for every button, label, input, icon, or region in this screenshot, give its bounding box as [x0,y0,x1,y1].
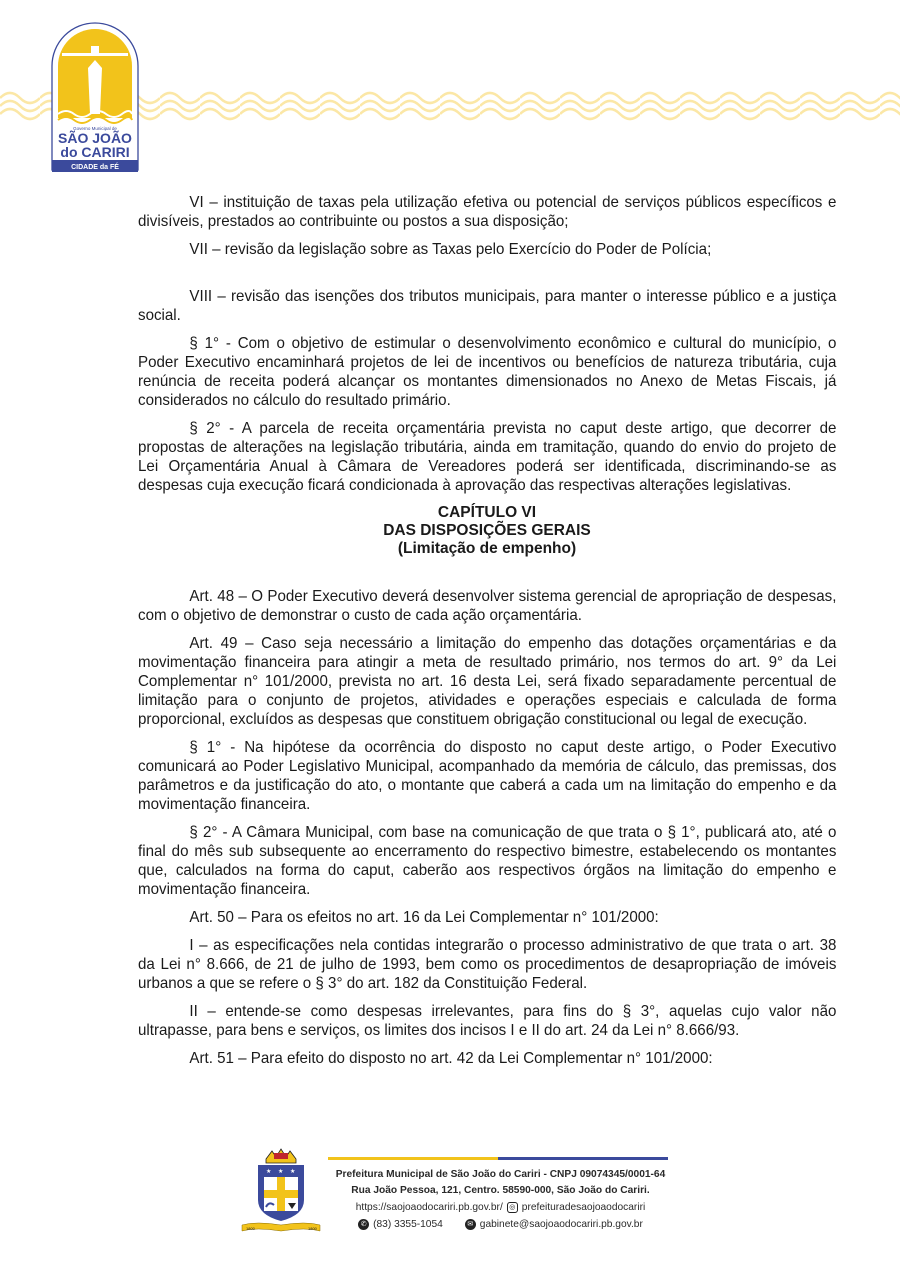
footer-website-link[interactable]: https://saojoaodocariri.pb.gov.br/ [355,1202,503,1213]
footer-email-link[interactable]: gabinete@saojoaodocariri.pb.gov.br [479,1219,643,1230]
paragraph-art-49: Art. 49 – Caso seja necessário a limitação do empenho das dotações orçamentárias e da movimentação financeira para atingir a meta de resultado primário, nos termos do art. 9° da Lei Complementar n° 101/2000, prevista no art. 16 desta Lei, será fixado separadamente percentual de limitação para o conjunto de projetos, atividades e operações especiais e calculada de forma proporcional, excluídos as despesas que constituem obrigação constitucional ou legal de execução. [138,635,837,728]
paragraph-par-2: § 2° - A parcela de receita orçamentária prevista no caput deste artigo, que decorrer de propostas de alterações na legislação tributária, ainda em tramitação, quando do envio do projeto de Lei Orçamentária Anual à Câmara de Vereadores poderá ser identificada, discriminando-se as despesas cuja execução ficará condicionada à aprovação das respectivas alterações legislativas. [138,420,837,494]
paragraph-inciso-vi: VI – instituição de taxas pela utilização efetiva ou potencial de serviços públicos específicos e divisíveis, prestados ao contribuinte ou postos a sua disposição; [138,194,837,230]
email-icon: ✉ [465,1219,476,1230]
municipality-logo [50,22,140,172]
crest-year-right: 1800 [308,1226,317,1231]
chapter-heading [138,504,836,558]
instagram-icon: ◎ [507,1202,518,1213]
paragraph-art-48: Art. 48 – O Poder Executivo deverá desenvolver sistema gerencial de apropriação de despesas, com o objetivo de demonstrar o custo de cada ação orçamentária. [138,588,837,624]
logo-name-line2: do CARIRI [60,144,130,160]
coat-of-arms-icon [236,1145,326,1235]
svg-text:★: ★ [266,1169,272,1175]
footer-phone[interactable]: (83) 3355-1054 [373,1219,443,1230]
paragraph-art-50-inciso-i: I – as especificações nela contidas integrarão o processo administrativo de que trata o art. 38 da Lei n° 8.666, de 21 de julho de 1993, bem como os procedimentos de desapropriação de imóveis urbanos a que se refere o § 3° do art. 182 da Constituição Federal. [138,937,837,992]
crest-year-left: 1800 [246,1226,255,1231]
chapter-subtitle: DAS DISPOSIÇÕES GERAIS [383,522,591,539]
paragraph-inciso-vii: VII – revisão da legislação sobre as Taxas pelo Exercício do Poder de Polícia; [189,241,712,258]
footer-color-bar [328,1157,668,1160]
phone-icon: ✆ [358,1219,369,1230]
footer-address: Rua João Pessoa, 121, Centro. 58590-000, São João do Cariri. [351,1185,650,1196]
paragraph-art-49-par-1: § 1° - Na hipótese da ocorrência do disposto no caput deste artigo, o Poder Executivo comunicará ao Poder Legislativo Municipal, acompanhado da memória de cálculo, das premissas, dos parâmetros e da justificação do ato, o montante que caberá a cada um na limitação do empenho e da movimentação financeira. [138,739,837,813]
chapter-section: (Limitação de empenho) [397,540,577,557]
svg-text:★: ★ [290,1169,296,1175]
document-body [138,193,836,1077]
chapter-title: CAPÍTULO VI [437,504,537,521]
paragraph-par-1: § 1° - Com o objetivo de estimular o desenvolvimento econômico e cultural do município, o Poder Executivo encaminhará projetos de lei de incentivos ou benefícios de natureza tributária, cuja renúncia de receita poderá alcançar os montantes dimensionados no Anexo de Metas Fiscais, já considerados no cálculo do resultado primário. [138,335,837,409]
footer-instagram-link[interactable]: prefeituradesaojoaodocariri [521,1202,646,1213]
paragraph-art-51: Art. 51 – Para efeito do disposto no art. 42 da Lei Complementar n° 101/2000: [189,1050,713,1067]
footer-contact [328,1167,673,1233]
paragraph-inciso-viii: VIII – revisão das isenções dos tributos municipais, para manter o interesse público e a justiça social. [138,288,837,324]
paragraph-art-50-inciso-ii: II – entende-se como despesas irrelevantes, para fins do § 3°, aquelas cujo valor não ultrapasse, para bens e serviços, os limites dos incisos I e II do art. 24 da Lei n° 8.666/93. [138,1003,837,1039]
page-footer [236,1145,676,1240]
footer-institution: Prefeitura Municipal de São João do Cariri - CNPJ 09074345/0001-64 [335,1169,666,1180]
paragraph-art-50: Art. 50 – Para os efeitos no art. 16 da Lei Complementar n° 101/2000: [189,909,659,926]
logo-tagline: CIDADE da FÉ [71,164,119,171]
svg-text:★: ★ [278,1169,284,1175]
logo-name-line1: SÃO JOÃO [58,130,132,146]
logo-small-text: Governo Municipal de [73,126,117,131]
paragraph-art-49-par-2: § 2° - A Câmara Municipal, com base na comunicação de que trata o § 1°, publicará ato, até o final do mês sub subsequente ao encerramento do respectivo bimestre, estabelecendo os montantes que, calculados na forma do caput, caberão aos respectivos órgãos na limitação do empenho e movimentação financeira. [138,824,837,898]
